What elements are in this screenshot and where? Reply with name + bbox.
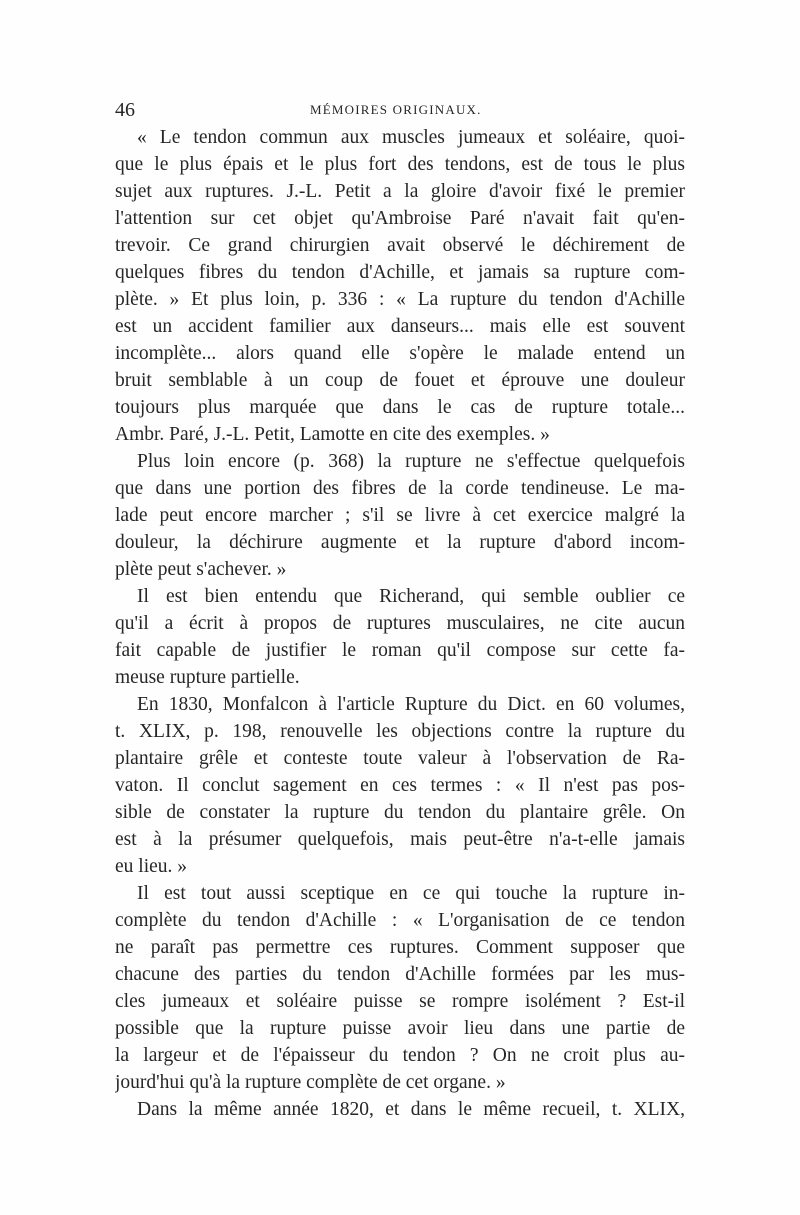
text-line: vaton. Il conclut sagement en ces termes : « Il n'est pas pos- [115,775,685,796]
text-line: douleur, la déchirure augmente et la rupture d'abord incom- [115,532,685,553]
text-line: jourd'hui qu'à la rupture complète de cet organe. » [115,1072,506,1093]
page-header [115,96,685,124]
text-line: Il est tout aussi sceptique en ce qui touche la rupture in- [137,883,685,904]
text-line: lade peut encore marcher ; s'il se livre à cet exercice malgré la [115,505,685,526]
running-head: MÉMOIRES ORIGINAUX. [310,102,482,117]
text-line: la largeur et de l'épaisseur du tendon ? On ne croit plus au- [115,1045,685,1066]
text-line: sujet aux ruptures. J.-L. Petit a la gloire d'avoir fixé le premier [115,181,685,202]
text-line: qu'il a écrit à propos de ruptures musculaires, ne cite aucun [115,613,685,634]
text-line: incomplète... alors quand elle s'opère le malade entend un [115,343,685,364]
text-line: chacune des parties du tendon d'Achille formées par les mus- [115,964,685,985]
text-line: est un accident familier aux danseurs... mais elle est souvent [115,316,685,337]
text-line: fait capable de justifier le roman qu'il compose sur cette fa- [115,640,685,661]
text-line: Dans la même année 1820, et dans le même recueil, t. XLIX, [137,1099,685,1120]
text-line: plète peut s'achever. » [115,559,287,580]
text-line: que dans une portion des fibres de la corde tendineuse. Le ma- [115,478,685,499]
text-line: sible de constater la rupture du tendon du plantaire grêle. On [115,802,685,823]
text-line: « Le tendon commun aux muscles jumeaux et soléaire, quoi- [137,127,685,148]
text-line: toujours plus marquée que dans le cas de rupture totale... [115,397,685,418]
text-line: trevoir. Ce grand chirurgien avait observé le déchirement de [115,235,685,256]
text-line: bruit semblable à un coup de fouet et éprouve une douleur [115,370,685,391]
text-line: Plus loin encore (p. 368) la rupture ne s'effectue quelquefois [137,451,685,472]
body-text [115,124,685,1123]
text-line: Ambr. Paré, J.-L. Petit, Lamotte en cite des exemples. » [115,424,550,445]
text-line: plantaire grêle et conteste toute valeur à l'observation de Ra- [115,748,685,769]
text-line: eu lieu. » [115,856,188,877]
text-line: meuse rupture partielle. [115,667,300,688]
text-line: En 1830, Monfalcon à l'article Rupture du Dict. en 60 volumes, [137,694,685,715]
text-line: ne paraît pas permettre ces ruptures. Comment supposer que [115,937,685,958]
text-line: cles jumeaux et soléaire puisse se rompre isolément ? Est-il [115,991,685,1012]
text-line: Il est bien entendu que Richerand, qui semble oublier ce [137,586,685,607]
text-line: complète du tendon d'Achille : « L'organisation de ce tendon [115,910,685,931]
text-line: que le plus épais et le plus fort des tendons, est de tous le plus [115,154,685,175]
page-number: 46 [115,99,135,121]
text-line: possible que la rupture puisse avoir lieu dans une partie de [115,1018,685,1039]
text-line: t. XLIX, p. 198, renouvelle les objections contre la rupture du [115,721,685,742]
text-line: l'attention sur cet objet qu'Ambroise Paré n'avait fait qu'en- [115,208,685,229]
text-line: quelques fibres du tendon d'Achille, et jamais sa rupture com- [115,262,685,283]
text-line: plète. » Et plus loin, p. 336 : « La rupture du tendon d'Achille [115,289,685,310]
text-line: est à la présumer quelquefois, mais peut-être n'a-t-elle jamais [115,829,685,850]
